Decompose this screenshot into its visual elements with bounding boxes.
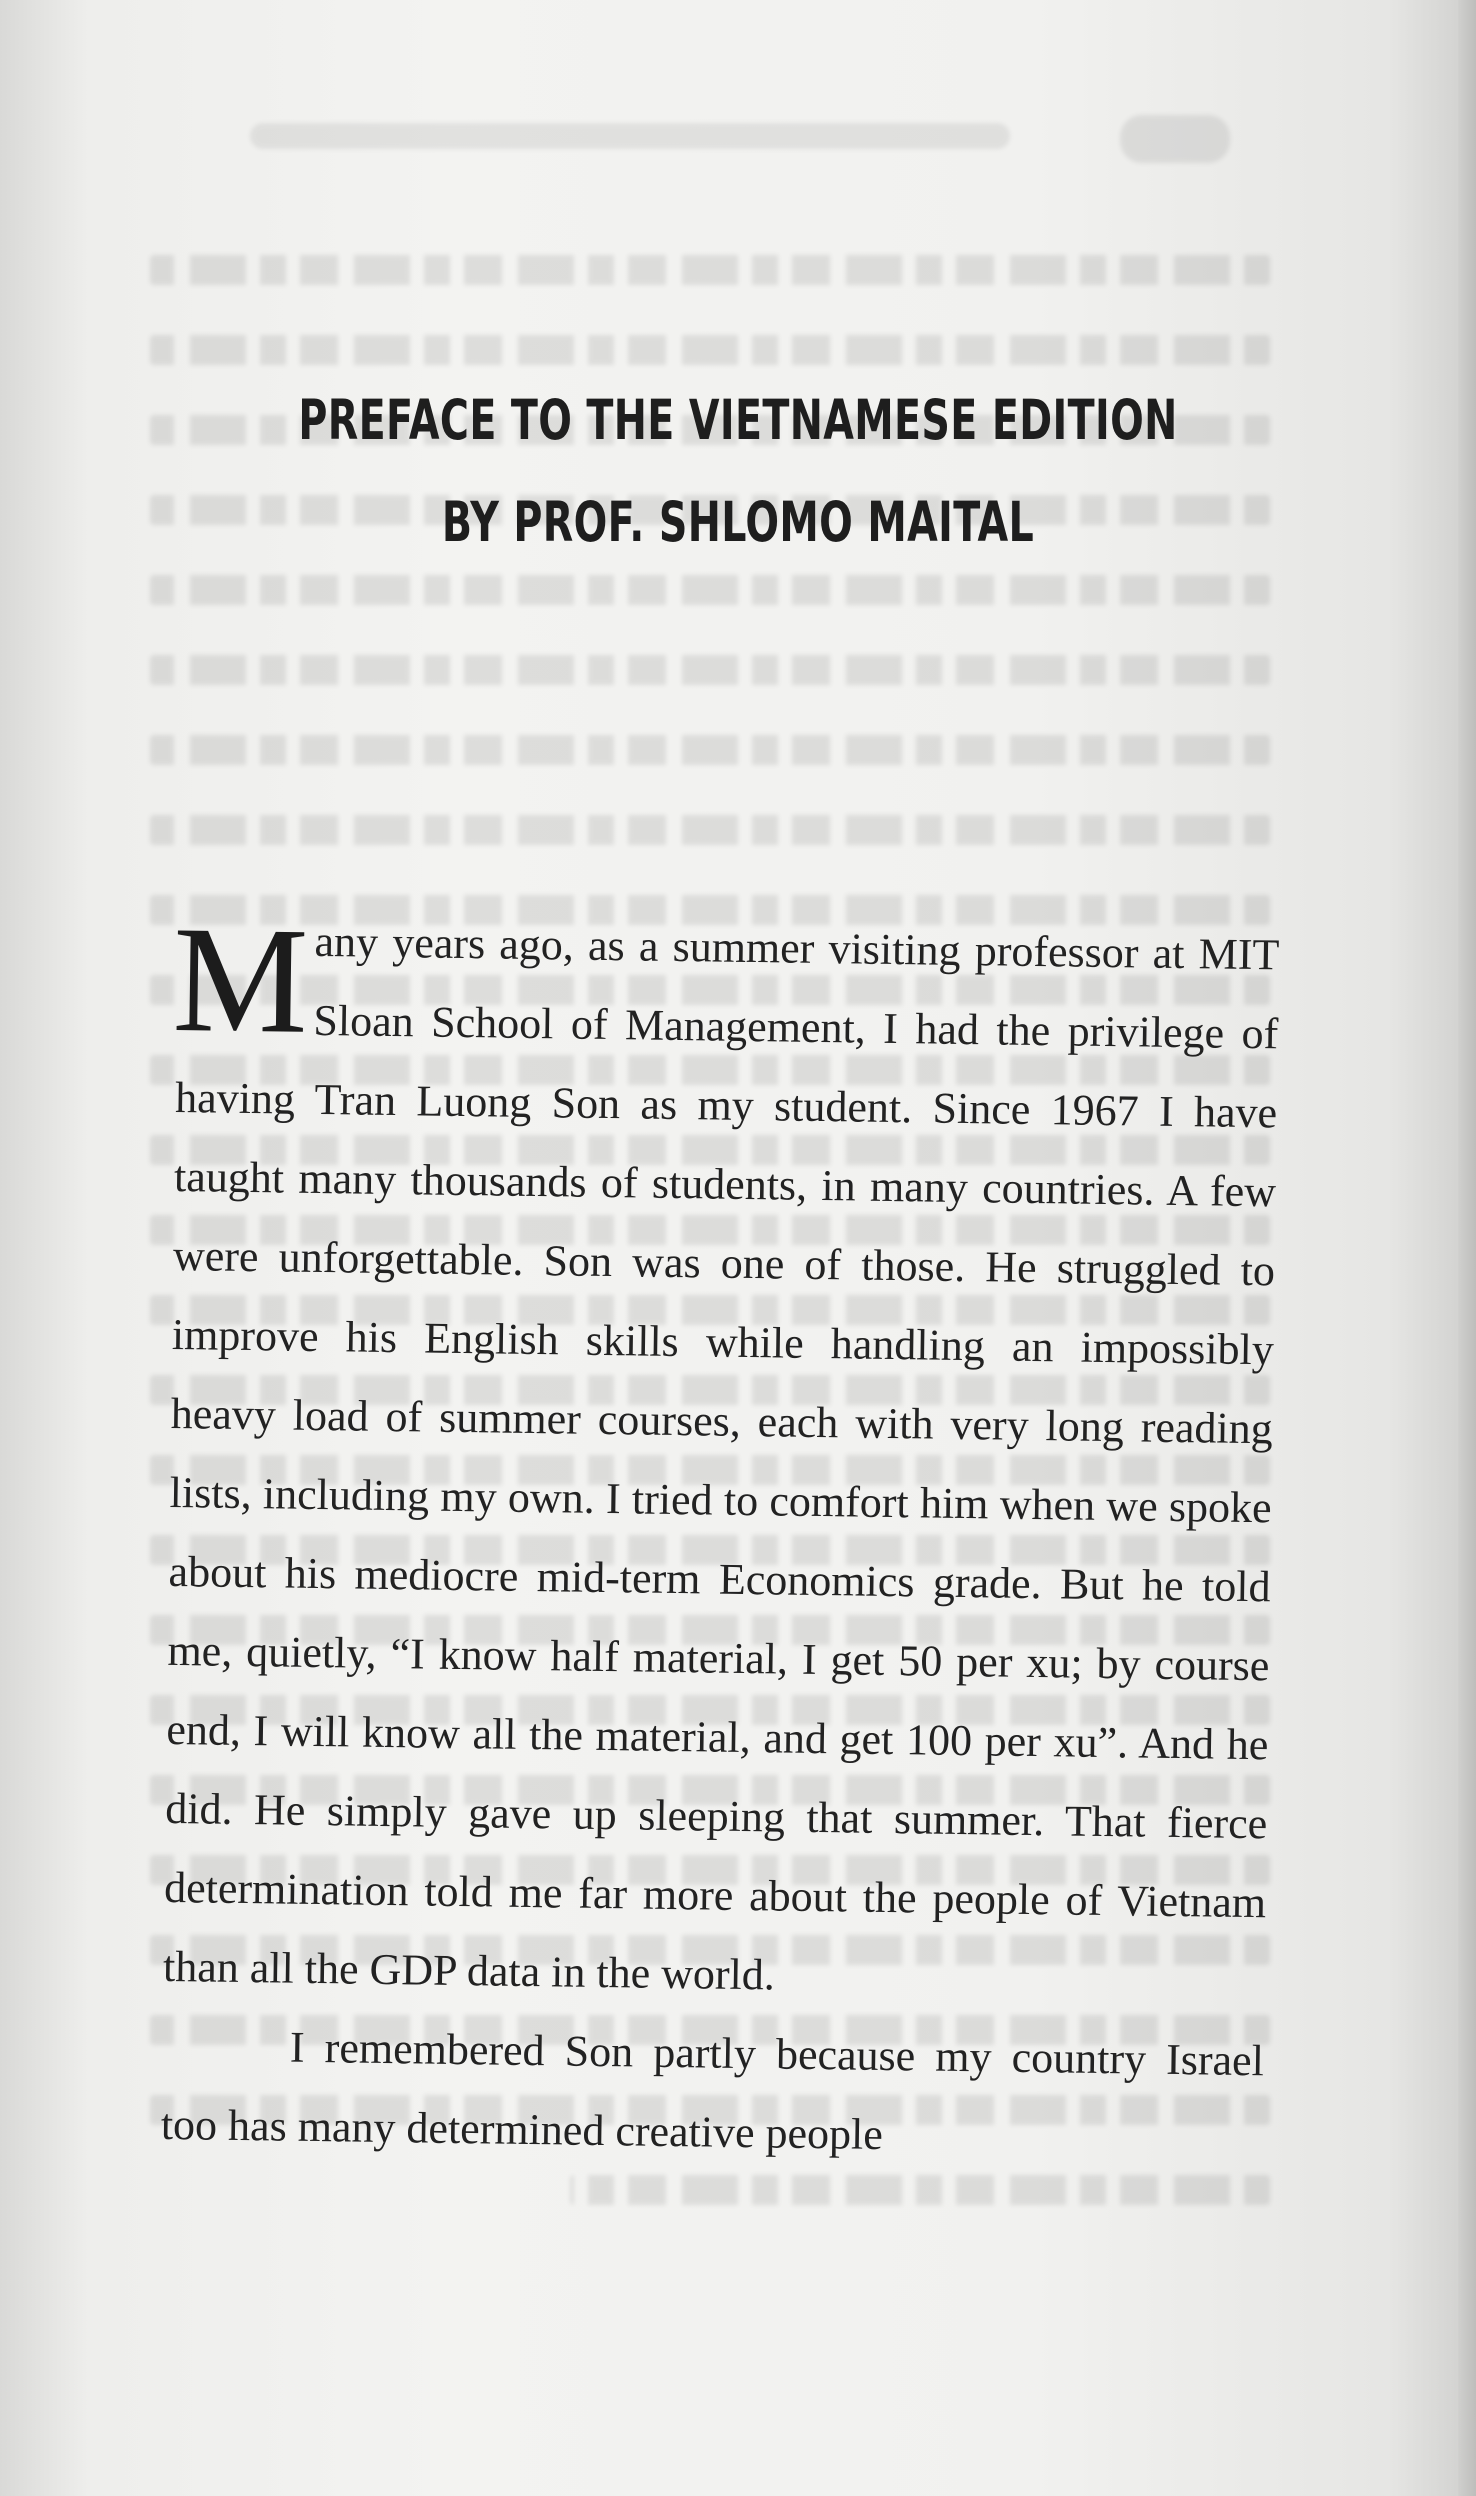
chapter-title: PREFACE TO THE VIETNAMESE EDITION [298,388,1178,452]
page-edge [1458,0,1476,2496]
chapter-heading-line-1 [0,388,1476,452]
paragraph-1-text: any years ago, as a summer visiting professor at MIT Sloan School of Management, I had the privilege of having Tran Luong Son as my student. Since 1967 I have taught many thousands of students, in many countries. A few were unforgettable. Son was one of those. He struggled to improve his English skills while handling an impossibly heavy load of summer courses, each with very long reading lists, including my own. I tried to comfort him when we spoke about his mediocre mid-term Economics grade. But he told me, quietly, “I know half material, I get 50 per xu; by course end, I will know all the material, and get 100 per xu”. And he did. He simply gave up sleeping that summer. That fierce determination told me far more about the people of Vietnam than all the GDP data in the world. [162,916,1280,2000]
chapter-heading-line-2 [0,490,1476,554]
paragraph-1 [162,894,1280,2021]
body-text [160,894,1280,2179]
paragraph-2: I remembered Son partly because my country Israel too has many determined creative people [160,2022,1265,2159]
drop-cap: M [171,894,310,1065]
chapter-byline: BY PROF. SHLOMO MAITAL [441,490,1035,554]
